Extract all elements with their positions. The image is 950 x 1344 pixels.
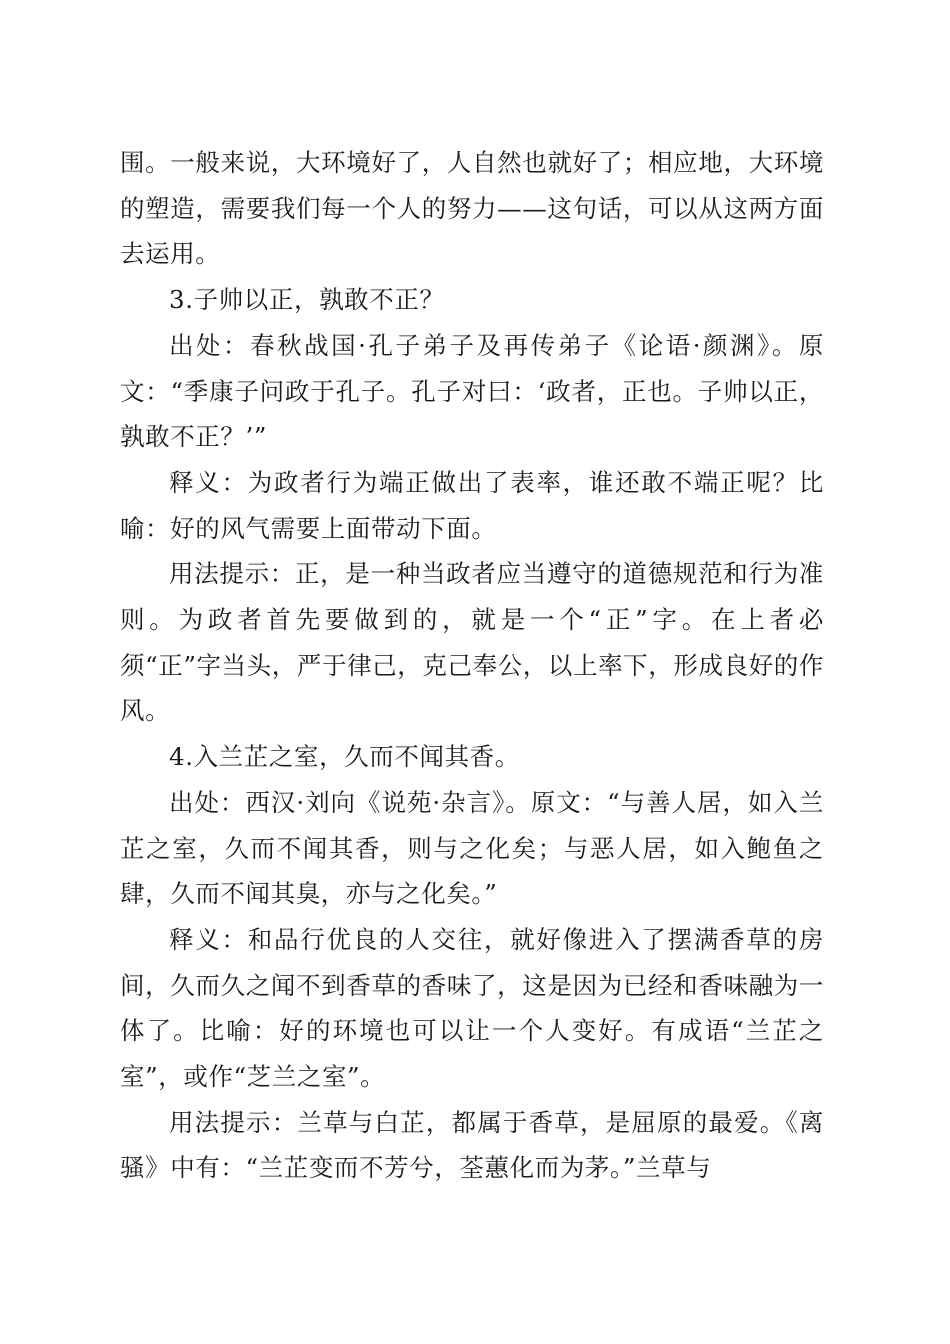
heading-item-4: 4.入兰芷之室，久而不闻其香。 xyxy=(169,742,520,772)
paragraph-meaning-3: 释义：为政者行为端正做出了表率，谁还敢不端正呢？比喻：好的风气需要上面带动下面。 xyxy=(120,467,824,543)
paragraph-usage-3: 用法提示：正，是一种当政者应当遵守的道德规范和行为准则。为政者首先要做到的，就是一个“正”字。在上者必须“正”字当头，严于律己，克己奉公，以上率下，形成良好的作风。 xyxy=(120,559,824,726)
paragraph-source-4: 出处：西汉·刘向《说苑·杂言》。原文：“与善人居，如入兰芷之室，久而不闻其香，则与之化矣；与恶人居，如入鲍鱼之肆，久而不闻其臭，亦与之化矣。” xyxy=(120,787,824,909)
paragraph-meaning-4: 释义：和品行优良的人交往，就好像进入了摆满香草的房间，久而久之闻不到香草的香味了，这是因为已经和香味融为一体了。比喻：好的环境也可以让一个人变好。有成语“兰芷之室”，或作“芝兰之室”。 xyxy=(120,924,824,1092)
document-page xyxy=(120,140,824,1191)
heading-item-3: 3.子帅以正，孰敢不正？ xyxy=(169,285,445,315)
paragraph-continuation: 围。一般来说，大环境好了，人自然也就好了；相应地，大环境的塑造，需要我们每一个人的努力——这句话，可以从这两方面去运用。 xyxy=(120,148,824,269)
paragraph-usage-4: 用法提示：兰草与白芷，都属于香草，是屈原的最爱。《离骚》中有：“兰芷变而不芳兮，荃蕙化而为茅。”兰草与 xyxy=(120,1107,824,1183)
paragraph-source-3: 出处：春秋战国·孔子弟子及再传弟子《论语·颜渊》。原文：“季康子问政于孔子。孔子对曰：‘政者，正也。子帅以正，孰敢不正？’” xyxy=(120,330,824,452)
